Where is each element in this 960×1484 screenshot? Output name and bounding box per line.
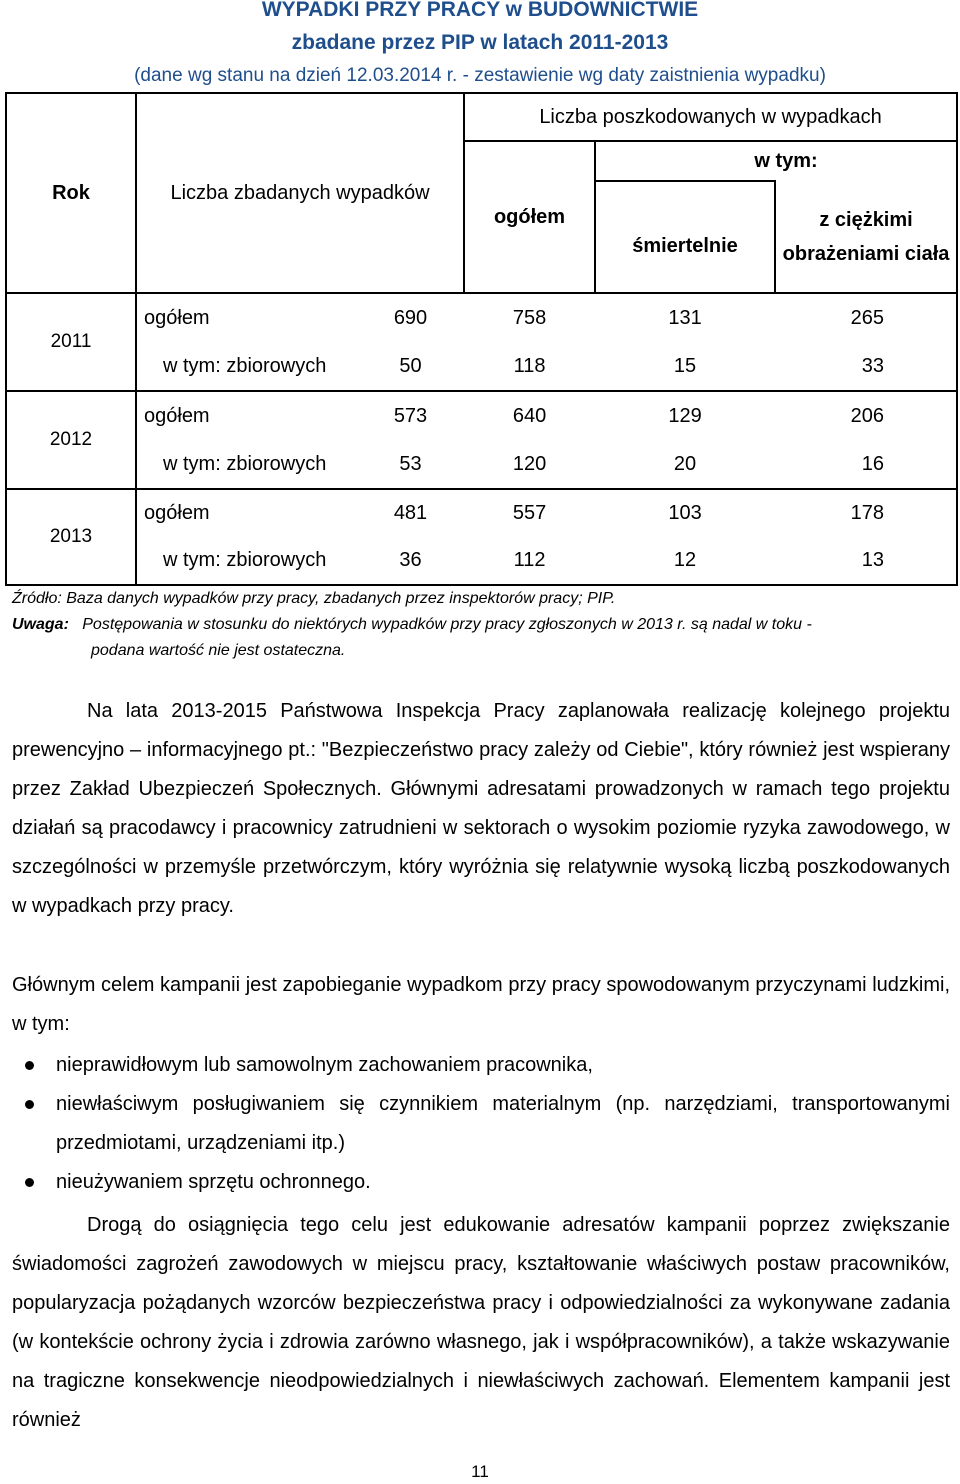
paragraph-method: Drogą do osiągnięcia tego celu jest edukowanie adresatów kampanii poprzez zwiększanie świadomości zagrożeń zawodowych w miejscu pracy, kształtowanie właściwych postaw pracowników, popularyzacja pożądanych wzorców bezpieczeństwa pracy i odpowiedzialności za wykonywane zadania (w kontekście ochrony życia i zdrowia zarówno własnego, jak i współpracowników), a także wskazywanie na tragiczne konsekwencje nieodpowiedzialnych i niewłaściwych zachowań. Elementem kampanii jest również (12, 1214, 950, 1431)
cell-smiertelnie: 129 (595, 391, 775, 440)
year-2012: 2012 (6, 391, 136, 489)
document-subtitle: zbadane przez PIP w latach 2011-2013 (291, 31, 669, 54)
cell-smiertelnie: 20 (595, 440, 775, 489)
cell-ogolem: 758 (464, 293, 595, 342)
cell-ogolem: 557 (464, 489, 595, 537)
uwaga-text: Postępowania w stosunku do niektórych wypadków przy pracy zgłoszonych w 2013 r. są nadal w toku - (82, 616, 812, 633)
uwaga-label: Uwaga: (12, 616, 69, 633)
document-title: WYPADKI PRZY PRACY w BUDOWNICTWIE (261, 0, 699, 21)
list-item-text: nieużywaniem sprzętu ochronnego. (56, 1171, 371, 1193)
list-item (12, 1163, 950, 1202)
row-label: w tym: zbiorowych (136, 440, 357, 489)
cell-smiertelnie: 12 (595, 537, 775, 585)
row-label: ogółem (136, 489, 357, 537)
list-item (12, 1085, 950, 1163)
cell-zbadanych: 36 (357, 537, 464, 585)
cell-ciezkie: 33 (775, 342, 957, 391)
row-label: w tym: zbiorowych (136, 537, 357, 585)
cell-ogolem: 640 (464, 391, 595, 440)
cell-ogolem: 118 (464, 342, 595, 391)
header-rok: Rok (6, 93, 136, 293)
bullet-icon (25, 1061, 34, 1070)
source-note: Źródło: Baza danych wypadków przy pracy, zbadanych przez inspektorów pracy; PIP. (12, 590, 616, 607)
table-notes (12, 586, 957, 664)
cell-ciezkie: 265 (775, 293, 957, 342)
bullet-icon (25, 1178, 34, 1187)
cell-zbadanych: 573 (357, 391, 464, 440)
uwaga-continuation: podana wartość nie jest ostateczna. (91, 642, 346, 659)
page-number: 11 (471, 1462, 489, 1481)
header-smiertelnie: śmiertelnie (595, 181, 775, 293)
list-item-text: niewłaściwym posługiwaniem się czynnikiem materialnym (np. narzędziami, transportowanymi przedmiotami, urządzeniami itp.) (56, 1093, 950, 1154)
header-poszkodowanych: Liczba poszkodowanych w wypadkach (464, 93, 957, 141)
header-ogolem: ogółem (464, 141, 595, 293)
year-2011: 2011 (6, 293, 136, 391)
header-wtym: w tym: (595, 141, 957, 181)
header-zbadanych: Liczba zbadanych wypadków (136, 93, 464, 293)
cell-zbadanych: 690 (357, 293, 464, 342)
cell-ogolem: 112 (464, 537, 595, 585)
cell-zbadanych: 481 (357, 489, 464, 537)
accident-statistics-table (5, 92, 958, 586)
paragraph-campaign: Na lata 2013-2015 Państwowa Inspekcja Pracy zaplanowała realizację kolejnego projektu prewencyjno – informacyjnego pt.: "Bezpieczeństwo pracy zależy od Ciebie", który również jest wspierany przez Zakład Ubezpieczeń Społecznych. Głównymi adresatami prowadzonych w ramach tego projektu działań są pracodawcy i pracownicy zatrudnieni w sektorach o wysokim poziomie ryzyka zawodowego, w szczególności w przemyśle przetwórczym, który wyróżnia się relatywnie wysoką liczbą poszkodowanych w wypadkach przy pracy. (12, 700, 950, 917)
cell-ciezkie: 178 (775, 489, 957, 537)
year-2013: 2013 (6, 489, 136, 585)
cell-smiertelnie: 131 (595, 293, 775, 342)
cell-ciezkie: 13 (775, 537, 957, 585)
cell-smiertelnie: 103 (595, 489, 775, 537)
row-label: ogółem (136, 293, 357, 342)
row-label: w tym: zbiorowych (136, 342, 357, 391)
list-item (12, 1046, 950, 1085)
uwaga-note (12, 612, 957, 638)
data-status-note: (dane wg stanu na dzień 12.03.2014 r. - zestawienie wg daty zaistnienia wypadku) (134, 65, 826, 86)
cell-zbadanych: 53 (357, 440, 464, 489)
header-ciezkie: z ciężkimi obrażeniami ciała (775, 181, 957, 293)
bullet-icon (25, 1100, 34, 1109)
cell-zbadanych: 50 (357, 342, 464, 391)
cell-ciezkie: 16 (775, 440, 957, 489)
paragraph-goal: Głównym celem kampanii jest zapobieganie wypadkom przy pracy spowodowanym przyczynami ludzkimi, w tym: (12, 974, 950, 1035)
list-item-text: nieprawidłowym lub samowolnym zachowaniem pracownika, (56, 1054, 593, 1076)
cause-list (12, 1046, 950, 1202)
row-label: ogółem (136, 391, 357, 440)
cell-ogolem: 120 (464, 440, 595, 489)
cell-smiertelnie: 15 (595, 342, 775, 391)
cell-ciezkie: 206 (775, 391, 957, 440)
